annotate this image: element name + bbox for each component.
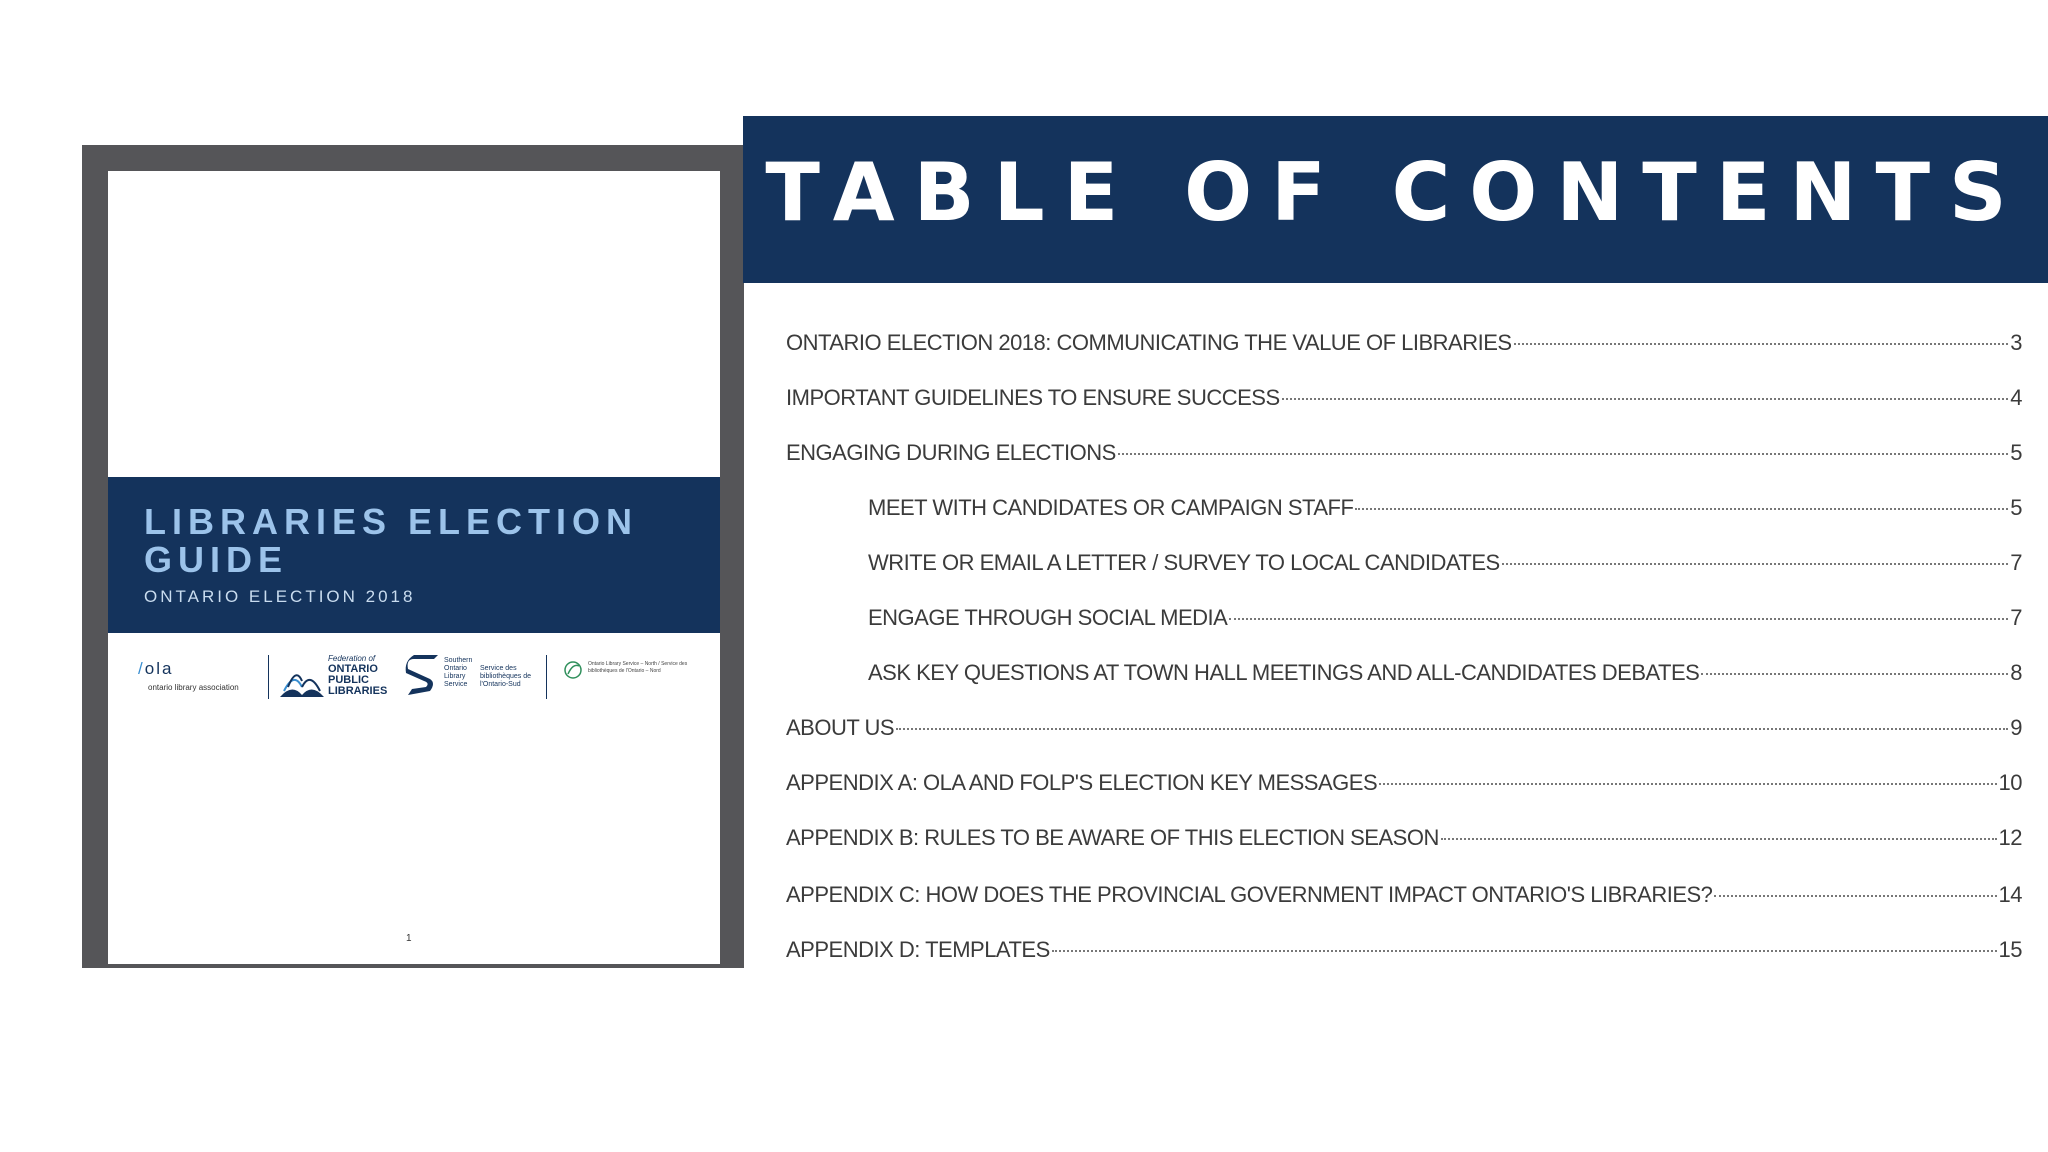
toc-entry-page: 8 [2010, 660, 2022, 685]
toc-entry-label: WRITE OR EMAIL A LETTER / SURVEY TO LOCAL CANDIDATES [868, 550, 1500, 575]
toc-dot-leader [1379, 783, 1996, 785]
toc-entry-page: 9 [2010, 715, 2022, 740]
toc-dot-leader [1441, 838, 1997, 840]
toc-dot-leader [1118, 453, 2008, 455]
logo-divider [546, 655, 547, 699]
open-book-icon [278, 657, 326, 701]
toc-entry-label: APPENDIX D: TEMPLATES [786, 937, 1050, 962]
toc-dot-leader [1052, 950, 1997, 952]
toc-entry-page: 4 [2010, 385, 2022, 410]
toc-dot-leader [896, 728, 2008, 730]
toc-entry[interactable] [868, 550, 2022, 580]
folp-logo-line1: ONTARIO [328, 663, 378, 675]
toc-entry-label: ABOUT US [786, 715, 895, 740]
toc-entry-page: 5 [2010, 495, 2022, 520]
toc-entry[interactable] [786, 825, 2022, 855]
partner-logos [138, 651, 698, 707]
toc-entry[interactable] [868, 495, 2022, 525]
folp-logo-fed: Federation of [328, 654, 376, 663]
toc-entry[interactable] [786, 770, 2022, 800]
ola-logo: /ola ontario library association [138, 659, 239, 692]
sols-logo-english: Southern Ontario Library Service [444, 657, 473, 688]
toc-header-band [743, 116, 2048, 283]
toc-entry[interactable] [786, 440, 2022, 470]
sols-logo-french: Service des bibliothèques de l'Ontario-Sud [480, 665, 531, 688]
toc-entry-page: 10 [1998, 770, 2022, 795]
toc-entry[interactable] [786, 330, 2022, 360]
ola-logo-word: ola [144, 659, 174, 678]
toc-entry-page: 7 [2010, 550, 2022, 575]
toc-entry-page: 12 [1998, 825, 2022, 850]
cover-title: LIBRARIES ELECTION GUIDE [144, 501, 639, 580]
toc-entry-label: APPENDIX B: RULES TO BE AWARE OF THIS ELECTION SEASON [786, 825, 1439, 850]
toc-dot-leader [1282, 398, 2009, 400]
folp-logo-line2: PUBLIC [328, 674, 369, 686]
sols-logo [404, 651, 544, 707]
toc-dot-leader [1355, 508, 2008, 510]
toc-entry-page: 7 [2010, 605, 2022, 630]
toc-dot-leader [1701, 673, 2008, 675]
folp-logo-line3: LIBRARIES [328, 685, 388, 697]
toc-entry-page: 14 [1998, 882, 2022, 907]
toc-dot-leader [1502, 563, 2009, 565]
toc-title: TABLE OF CONTENTS [765, 146, 2026, 239]
toc-dot-leader [1714, 895, 1996, 897]
toc-entry-label: IMPORTANT GUIDELINES TO ENSURE SUCCESS [786, 385, 1280, 410]
toc-entry-page: 3 [2010, 330, 2022, 355]
toc-entry-label: ONTARIO ELECTION 2018: COMMUNICATING THE VALUE OF LIBRARIES [786, 330, 1512, 355]
toc-entry-label: ENGAGING DURING ELECTIONS [786, 440, 1116, 465]
leaf-icon [562, 659, 584, 681]
toc-entry-label: APPENDIX C: HOW DOES THE PROVINCIAL GOVERNMENT IMPACT ONTARIO'S LIBRARIES? [786, 882, 1713, 907]
cover-page [108, 171, 720, 964]
cover-title-band [108, 477, 720, 633]
cover-subtitle: ONTARIO ELECTION 2018 [144, 587, 416, 606]
toc-entry[interactable] [786, 937, 2022, 967]
olsn-logo [556, 651, 698, 707]
toc-entry[interactable] [868, 605, 2022, 635]
olsn-logo-text: Ontario Library Service – North / Service des bibliothèques de l'Ontario – Nord [588, 661, 688, 674]
toc-entry-label: ASK KEY QUESTIONS AT TOWN HALL MEETINGS AND ALL-CANDIDATES DEBATES [868, 660, 1700, 685]
logo-divider [268, 655, 269, 699]
toc-entry[interactable] [786, 385, 2022, 415]
toc-entry[interactable] [786, 882, 2022, 912]
folp-logo [278, 651, 398, 707]
page-number: 1 [406, 933, 412, 944]
toc-entry-label: APPENDIX A: OLA AND FOLP'S ELECTION KEY MESSAGES [786, 770, 1378, 795]
toc-entry-page: 15 [1998, 937, 2022, 962]
sols-s-icon [404, 655, 440, 699]
ola-logo-subtitle: ontario library association [148, 683, 239, 692]
toc-entry-label: MEET WITH CANDIDATES OR CAMPAIGN STAFF [868, 495, 1354, 520]
toc-entry-page: 5 [2010, 440, 2022, 465]
toc-entry[interactable] [868, 660, 2022, 690]
toc-entry-label: ENGAGE THROUGH SOCIAL MEDIA [868, 605, 1228, 630]
toc-dot-leader [1229, 618, 2008, 620]
toc-entry[interactable] [786, 715, 2022, 745]
toc-dot-leader [1514, 343, 2009, 345]
